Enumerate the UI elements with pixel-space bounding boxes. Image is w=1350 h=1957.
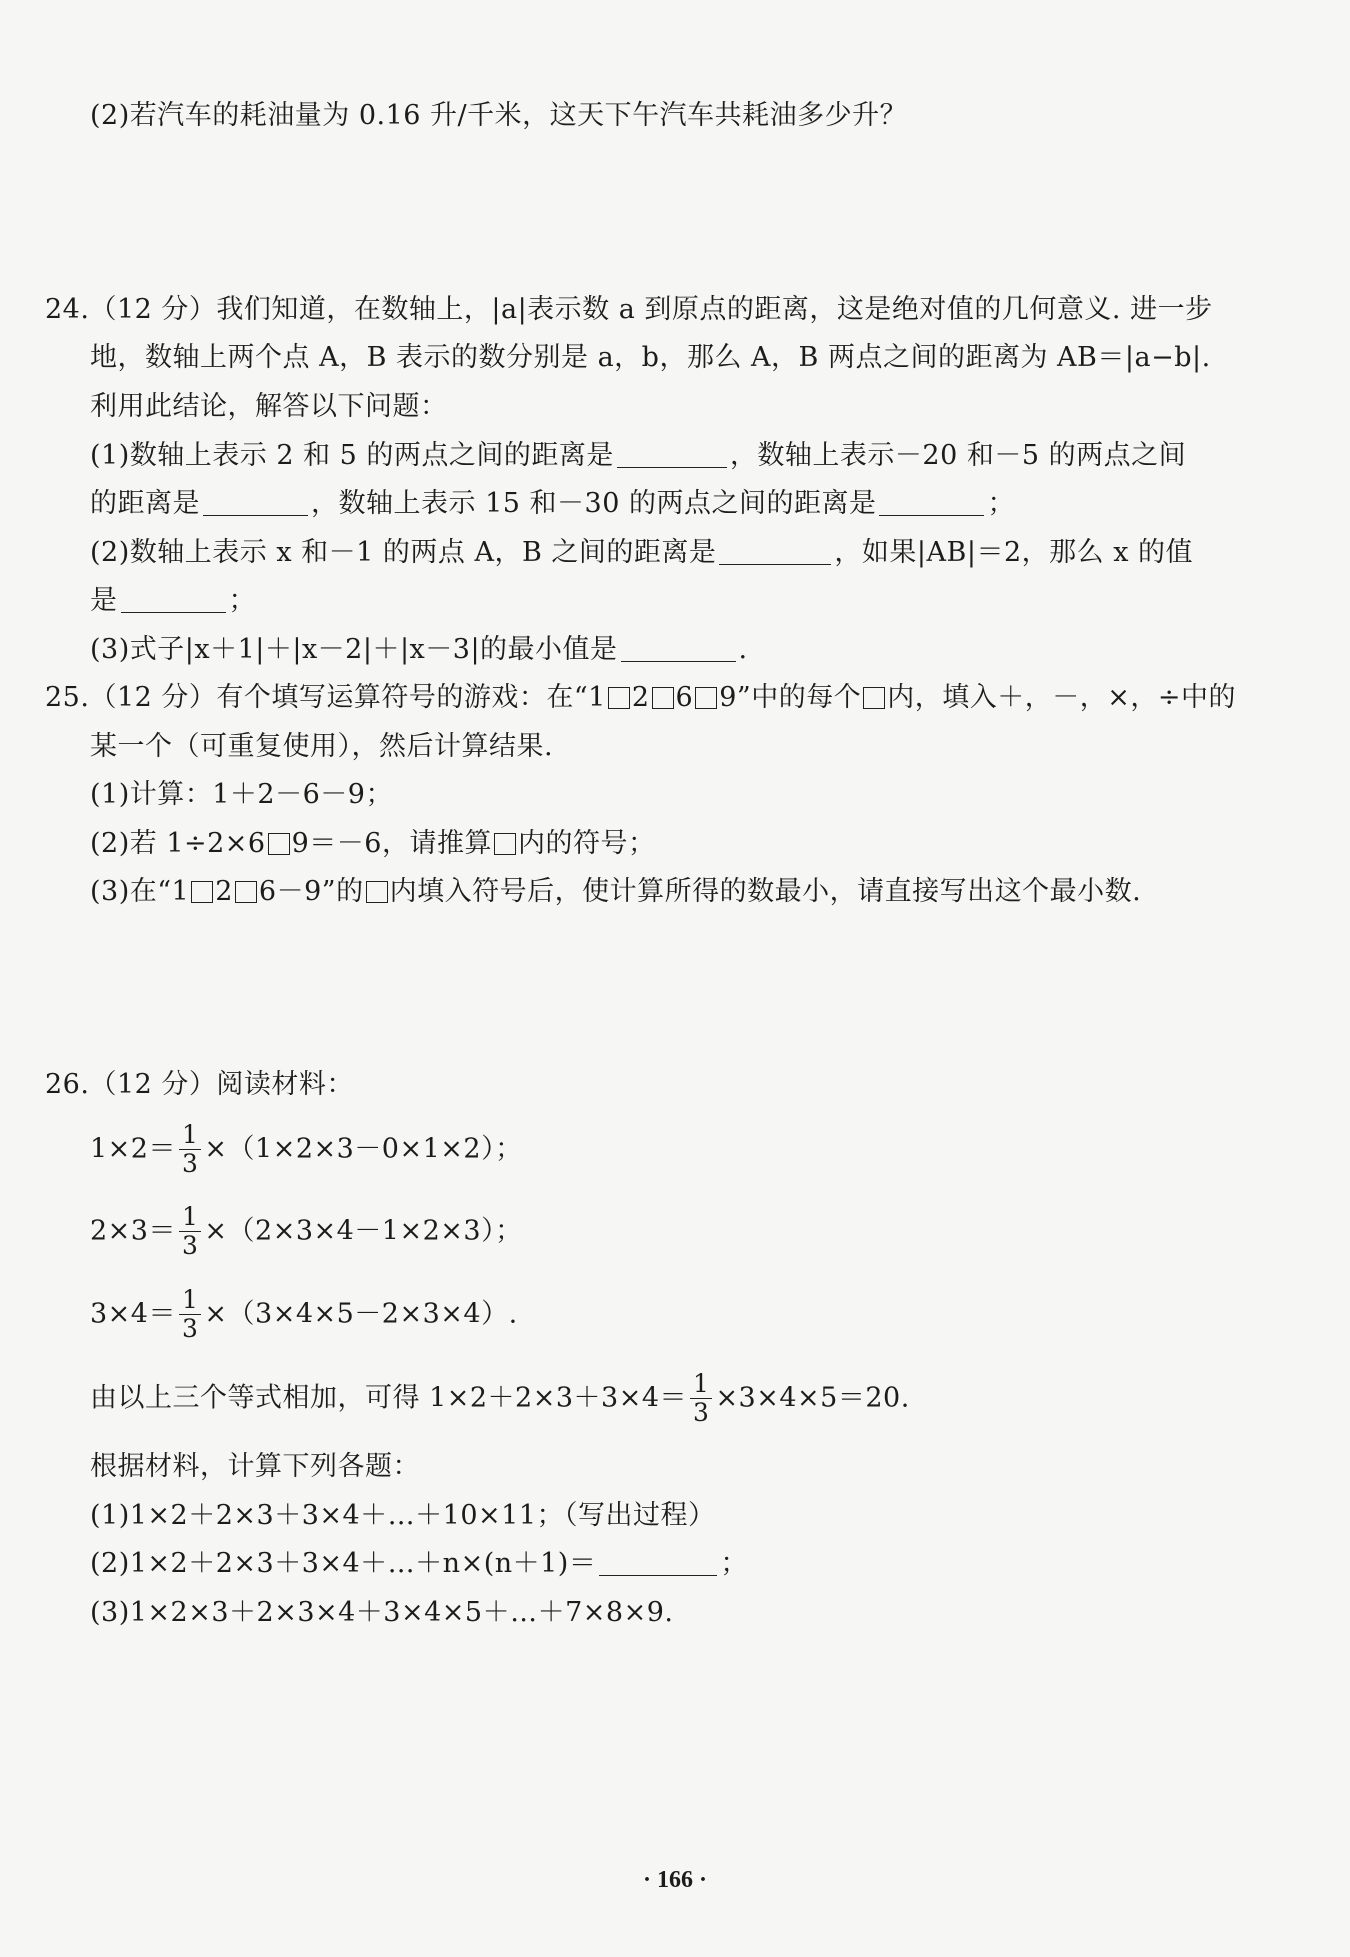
q25-part1: (1)计算：1＋2－6－9；: [90, 779, 393, 810]
symbol-box: [494, 833, 516, 855]
answer-blank: [719, 538, 831, 565]
answer-blank: [121, 586, 226, 613]
symbol-box: [366, 881, 388, 903]
answer-blank: [203, 489, 308, 516]
symbol-box: [268, 833, 290, 855]
symbol-box: [608, 687, 630, 709]
q24-part2-line1: (2)数轴上表示 x 和－1 的两点 A，B 之间的距离是 ，如果|AB|＝2，那么 x 的值: [90, 537, 1194, 568]
q26-instruction: 根据材料，计算下列各题：: [90, 1451, 420, 1482]
q26-equation-2: 2×3＝ $\frac{1}{3}$ ×（2×3×4－1×2×3）；: [90, 1202, 523, 1260]
q26-part1: (1)1×2＋2×3＋3×4＋…＋10×11；（写出过程）: [90, 1500, 716, 1531]
q26-part3: (3)1×2×3＋2×3×4＋3×4×5＋…＋7×8×9.: [90, 1597, 674, 1628]
symbol-box: [695, 687, 717, 709]
answer-blank: [621, 635, 736, 662]
fraction-one-third: $\frac{1}{3}$: [179, 1286, 201, 1343]
q25-line2: 某一个（可重复使用），然后计算结果.: [90, 731, 554, 762]
q24-part1-line1: (1)数轴上表示 2 和 5 的两点之间的距离是 ，数轴上表示－20 和－5 的两点之间: [90, 440, 1187, 471]
fraction-one-third: $\frac{1}{3}$: [179, 1203, 201, 1260]
fraction-one-third: $\frac{1}{3}$: [179, 1121, 201, 1178]
q26-equation-1: 1×2＝ $\frac{1}{3}$ ×（1×2×3－0×1×2）；: [90, 1120, 523, 1178]
q25-line1: 25.（12 分）有个填写运算符号的游戏：在“1 2 6 9”中的每个 内，填入＋，－，×，÷中的: [45, 682, 1236, 713]
q26-equation-3: 3×4＝ $\frac{1}{3}$ ×（3×4×5－2×3×4）.: [90, 1285, 518, 1343]
q26-title: 26.（12 分）阅读材料：: [45, 1069, 354, 1100]
symbol-box: [863, 687, 885, 709]
fraction-one-third: $\frac{1}{3}$: [690, 1370, 712, 1427]
q25-part3: (3)在“1 2 6－9”的 内填入符号后，使计算所得的数最小，请直接写出这个最小数.: [90, 876, 1142, 907]
q24-line2: 地，数轴上两个点 A，B 表示的数分别是 a，b，那么 A，B 两点之间的距离为 AB＝|a−b|.: [90, 342, 1211, 373]
symbol-box: [652, 687, 674, 709]
q26-sum-equation: 由以上三个等式相加，可得 1×2＋2×3＋3×4＝ $\frac{1}{3}$ ×3×4×5＝20.: [90, 1369, 910, 1427]
q26-part2: (2)1×2＋2×3＋3×4＋…＋n×(n＋1)＝ ；: [90, 1548, 748, 1579]
symbol-box: [235, 881, 257, 903]
q23-part2: (2)若汽车的耗油量为 0.16 升/千米，这天下午汽车共耗油多少升？: [90, 100, 908, 131]
q24-part2-line2: 是 ；: [90, 585, 256, 616]
q24-part3: (3)式子|x＋1|＋|x－2|＋|x－3|的最小值是 .: [90, 634, 748, 665]
answer-blank: [617, 441, 727, 468]
answer-blank: [879, 489, 984, 516]
answer-blank: [599, 1549, 717, 1576]
page-number: · 166 ·: [642, 1867, 707, 1893]
q25-part2: (2)若 1÷2×6 9＝－6，请推算 内的符号；: [90, 828, 656, 859]
q24-line3: 利用此结论，解答以下问题：: [90, 391, 448, 422]
q24-line1: 24.（12 分）我们知道，在数轴上，|a|表示数 a 到原点的距离，这是绝对值的几何意义. 进一步: [45, 294, 1213, 325]
symbol-box: [191, 881, 213, 903]
q24-part1-line2: 的距离是 ，数轴上表示 15 和－30 的两点之间的距离是 ；: [90, 488, 1015, 519]
